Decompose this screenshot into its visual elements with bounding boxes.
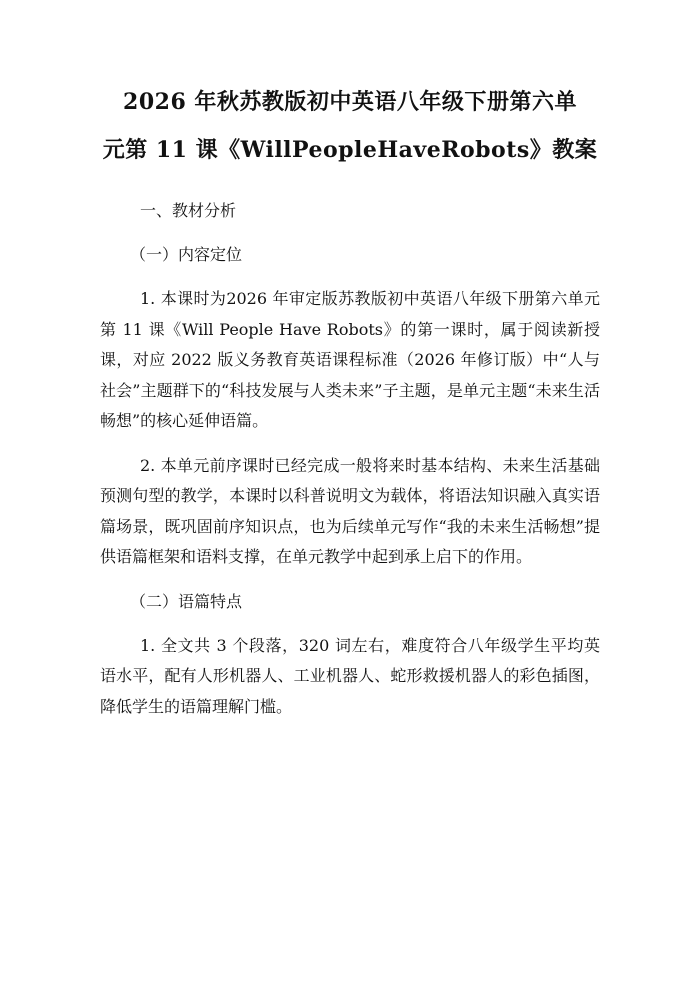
document-page bbox=[0, 78, 700, 983]
paragraph-2: 2. 本单元前序课时已经完成一般将来时基本结构、未来生活基础预测句型的教学，本课时以科普说明文为载体，将语法知识融入真实语篇场景，既巩固前序知识点，也为后续单元写作“我的未来生活畅想”提供语篇框架和语料支撑，在单元教学中起到承上启下的作用。 bbox=[100, 455, 600, 566]
paragraph-3: 1. 全文共 3 个段落，320 词左右，难度符合八年级学生平均英语水平，配有人形机器人、工业机器人、蛇形救援机器人的彩色插图，降低学生的语篇理解门槛。 bbox=[100, 635, 600, 716]
subsection-heading-content-positioning: （一）内容定位 bbox=[130, 245, 243, 264]
title-line-1: 2026 年秋苏教版初中英语八年级下册第六单 bbox=[123, 89, 577, 115]
title-line-2: 元第 11 课《WillPeopleHaveRobots》教案 bbox=[102, 137, 598, 163]
subsection-heading-text-features: （二）语篇特点 bbox=[130, 591, 243, 611]
document-title bbox=[100, 78, 600, 174]
section-heading-textbook-analysis: 一、教材分析 bbox=[140, 201, 237, 220]
paragraph-1: 1. 本课时为2026 年审定版苏教版初中英语八年级下册第六单元第 11 课《Will People Have Robots》的第一课时，属于阅读新授课，对应 2022 版义务教育英语课程标准（2026 年修订版）中“人与社会”主题群下的“科技发展与人类未来”子主题，是单元主题“未来生活畅想”的核心延伸语篇。 bbox=[100, 289, 600, 430]
